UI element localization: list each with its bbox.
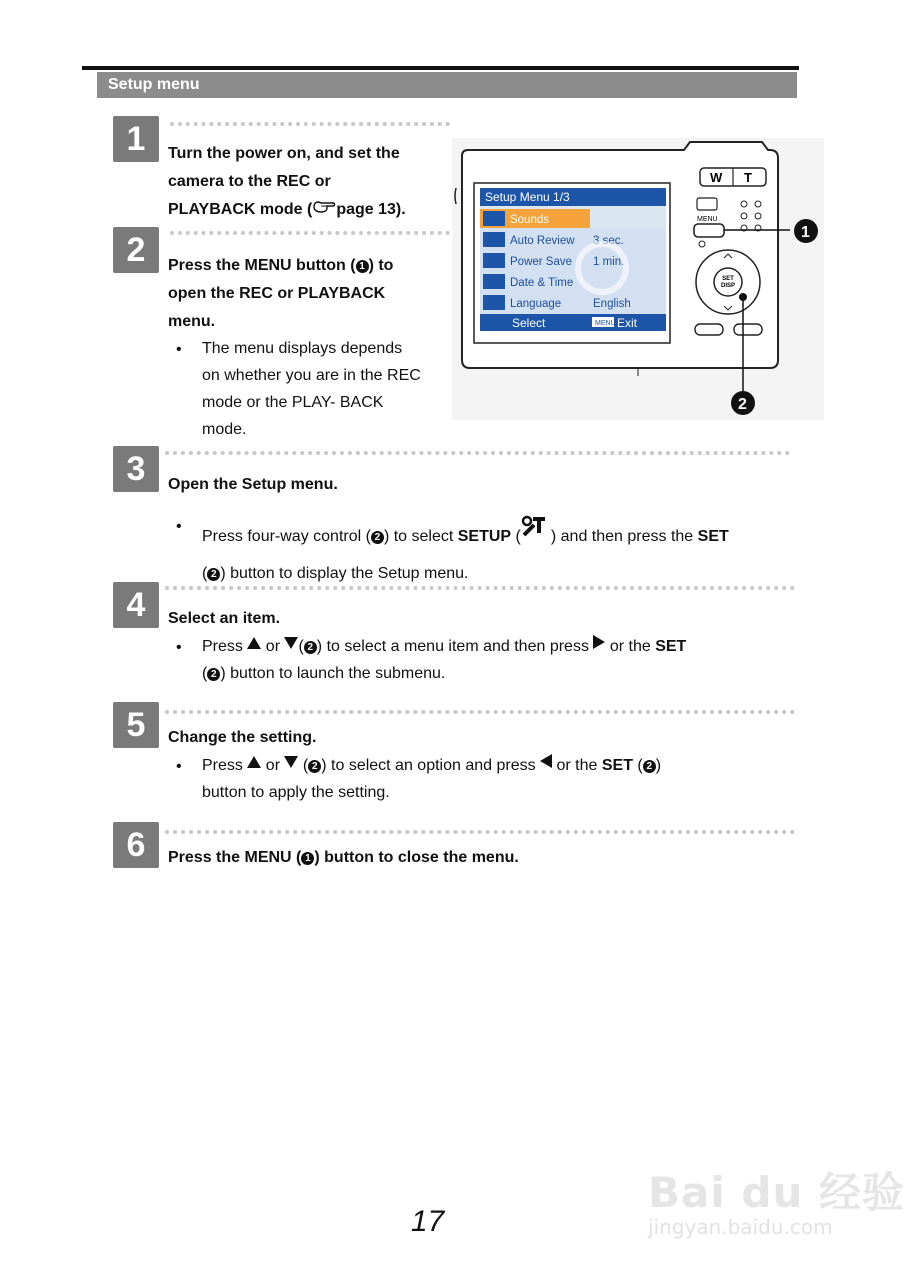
up-arrow-icon (247, 756, 261, 768)
step-number-1: 1 (113, 116, 159, 162)
menu-value-language: English (593, 298, 631, 310)
dotted-divider (170, 231, 450, 235)
bullet-icon: • (176, 639, 182, 656)
bullet-icon: • (176, 758, 182, 775)
zoom-w-label: W (710, 170, 723, 185)
step-number-5: 5 (113, 702, 159, 748)
dotted-divider (165, 586, 795, 590)
dotted-divider (170, 122, 450, 126)
sound-icon (483, 211, 505, 226)
menu-row-auto-review: Auto Review (510, 235, 575, 247)
menu-value-auto-review: 3 sec. (593, 235, 624, 247)
footer-exit: Exit (617, 316, 638, 330)
step-2-title: Press the MENU button ( 1 ) to open the REC or PLAYBACK menu. (168, 257, 394, 330)
setup-wrench-icon (521, 528, 551, 545)
step-5-title: Change the setting. (168, 729, 317, 746)
marker-one-icon: 1 (301, 852, 314, 865)
marker-two-icon: 2 (207, 568, 220, 581)
calendar-icon (483, 274, 505, 289)
set-label: SET (722, 276, 734, 282)
callout-1: 1 (801, 224, 810, 241)
step-5-bullet-text: Press or ( 2 ) to select an option and press or the SET ( 2 ) button to apply the setting. (202, 752, 661, 806)
step-number-2: 2 (113, 227, 159, 273)
menu-row-date-time: Date & Time (510, 277, 574, 289)
top-rule (82, 66, 799, 70)
down-arrow-icon (284, 756, 298, 768)
language-icon (483, 295, 505, 310)
step-number-4: 4 (113, 582, 159, 628)
menu-row-power-save: Power Save (510, 256, 573, 268)
bullet-icon: • (176, 341, 182, 358)
step-number-6: 6 (113, 822, 159, 868)
section-header: Setup menu (97, 72, 797, 98)
power-save-icon (483, 253, 505, 268)
marker-two-icon: 2 (308, 760, 321, 773)
menu-label: MENU (697, 216, 718, 223)
step-6-title: Press the MENU ( 1 ) button to close the menu. (168, 849, 519, 866)
right-arrow-icon (593, 635, 605, 649)
marker-two-icon: 2 (643, 760, 656, 773)
callout-2: 2 (738, 396, 747, 413)
marker-one-icon: 1 (356, 260, 369, 273)
marker-two-icon: 2 (207, 668, 220, 681)
dotted-divider (165, 830, 795, 834)
menu-row-sounds: Sounds (510, 214, 550, 226)
camera-screen-title: Setup Menu 1/3 (485, 190, 570, 204)
up-arrow-icon (247, 637, 261, 649)
review-icon (483, 232, 505, 247)
dotted-divider (165, 710, 795, 714)
menu-value-power-save: 1 min. (593, 256, 625, 268)
step-2-bullet-text: The menu displays depends on whether you are in the REC mode or the PLAY- BACK mode. (202, 340, 421, 438)
baidu-watermark: Bai du 经验 (648, 1168, 905, 1217)
step-4-bullet-text: Press or ( 2 ) to select a menu item and then press or the SET ( 2 ) button to launch the submenu. (202, 633, 686, 687)
menu-row-language: Language (510, 298, 562, 310)
step-4-title: Select an item. (168, 610, 281, 627)
camera-back-illustration (452, 138, 824, 420)
step-1-title: Turn the power on, and set the camera to the REC or PLAYBACK mode ( page 13). (168, 145, 406, 218)
disp-label: DISP (720, 283, 736, 289)
hand-pointer-icon (312, 201, 336, 218)
watermark-url: jingyan.baidu.com (648, 1215, 833, 1239)
menu-button (694, 224, 724, 237)
step-3-bullet-text: Press four-way control ( 2 ) to select SETUP ( ) and then press the SET ( 2 ) button to display the Setup menu. (202, 513, 729, 592)
footer-select: Select (512, 316, 546, 330)
zoom-t-label: T (744, 170, 752, 185)
bullet-icon: • (176, 518, 182, 535)
page-number: 17 (410, 1205, 445, 1238)
step-3-title: Open the Setup menu. (168, 476, 338, 493)
step-number-3: 3 (113, 446, 159, 492)
marker-two-icon: 2 (304, 641, 317, 654)
left-arrow-icon (540, 754, 552, 768)
down-arrow-icon (284, 637, 298, 649)
dotted-divider (165, 451, 790, 455)
marker-two-icon: 2 (371, 531, 384, 544)
footer-menu-badge: MENU (595, 320, 616, 327)
